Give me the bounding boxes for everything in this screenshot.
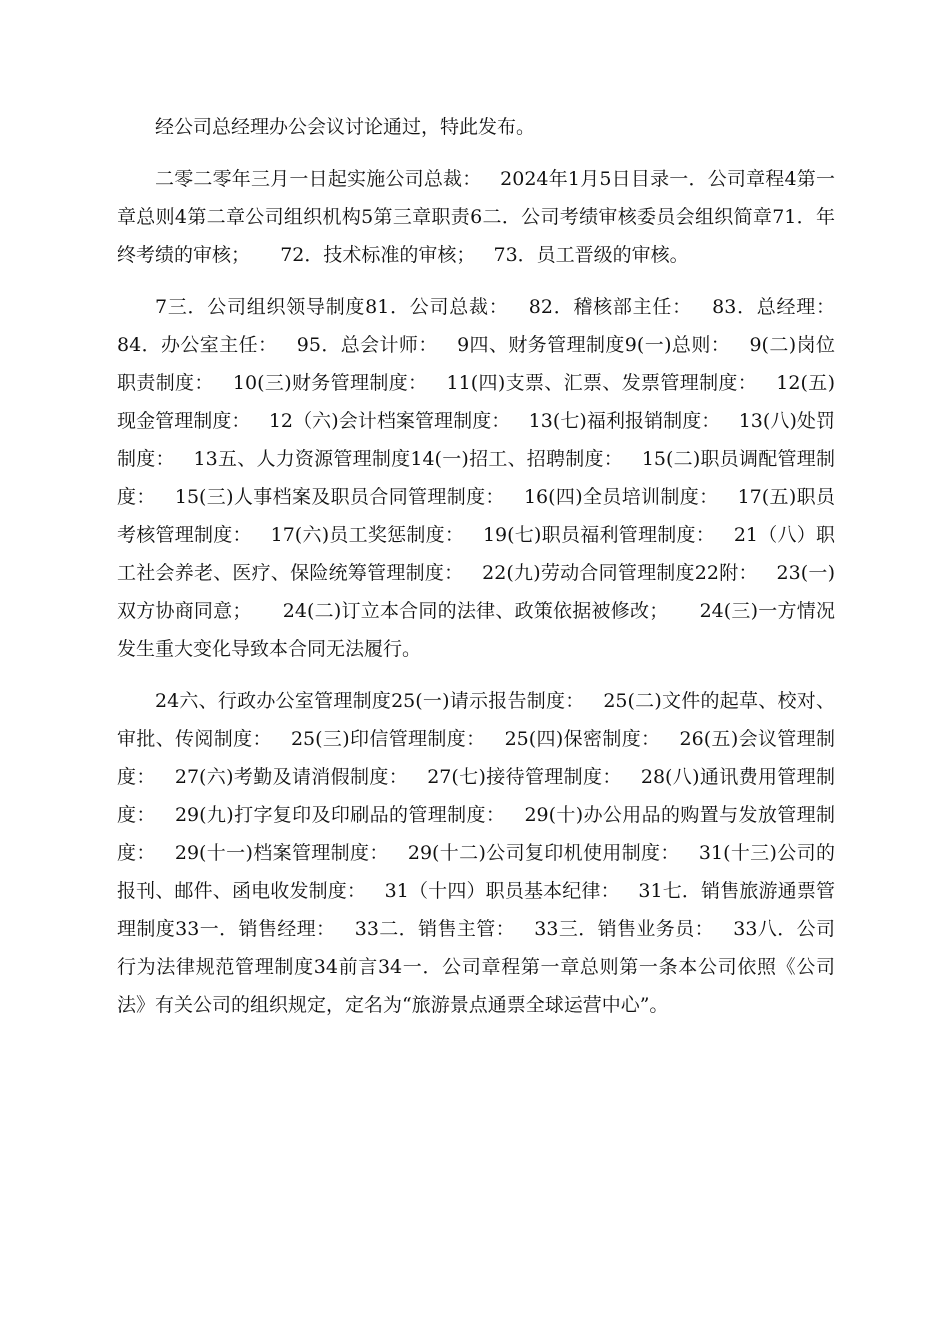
document-page	[117, 108, 854, 1038]
paragraph-announcement: 经公司总经理办公会议讨论通过，特此发布。	[155, 116, 536, 138]
paragraph-toc-part-3: 24六、行政办公室管理制度25(一)请示报告制度： 25(二)文件的起草、校对、审批、传阅制度： 25(三)印信管理制度： 25(四)保密制度： 26(五)会议管理制度： 27(六)考勤及请消假制度： 27(七)接待管理制度： 28(八)通讯费用管理制度： 29(九)打字复印及印刷品的管理制度： 29(十)办公用品的购置与发放管理制度： 29(十一)档案管理制度： 29(十二)公司复印机使用制度： 31(十三)公司的报刊、邮件、函电收发制度： 31（十四）职员基本纪律： 31七．销售旅游通票管理制度33一．销售经理： 33二．销售主管： 33三．销售业务员： 33八．公司行为法律规范管理制度34前言34一．公司章程第一章总则第一条本公司依照《公司法》有关公司的组织规定，定名为“旅游景点通票全球运营中心”。	[117, 690, 835, 1016]
paragraph-toc-part-1: 二零二零年三月一日起实施公司总裁： 2024年1月5日目录一．公司章程4第一章总则4第二章公司组织机构5第三章职责6二．公司考绩审核委员会组织简章71．年终考绩的审核； 72．技术标准的审核； 73．员工晋级的审核。	[117, 168, 835, 266]
paragraph-toc-part-2: 7三．公司组织领导制度81．公司总裁： 82．稽核部主任： 83．总经理： 84．办公室主任： 95．总会计师： 9四、财务管理制度9(一)总则： 9(二)岗位职责制度： 10(三)财务管理制度： 11(四)支票、汇票、发票管理制度： 12(五)现金管理制度： 12（六)会计档案管理制度： 13(七)福利报销制度： 13(八)处罚制度： 13五、人力资源管理制度14(一)招工、招聘制度： 15(二)职员调配管理制度： 15(三)人事档案及职员合同管理制度： 16(四)全员培训制度： 17(五)职员考核管理制度： 17(六)员工奖惩制度： 19(七)职员福利管理制度： 21（八）职工社会养老、医疗、保险统筹管理制度： 22(九)劳动合同管理制度22附： 23(一)双方协商同意； 24(二)订立本合同的法律、政策依据被修改； 24(三)一方情况发生重大变化导致本合同无法履行。	[117, 296, 854, 660]
